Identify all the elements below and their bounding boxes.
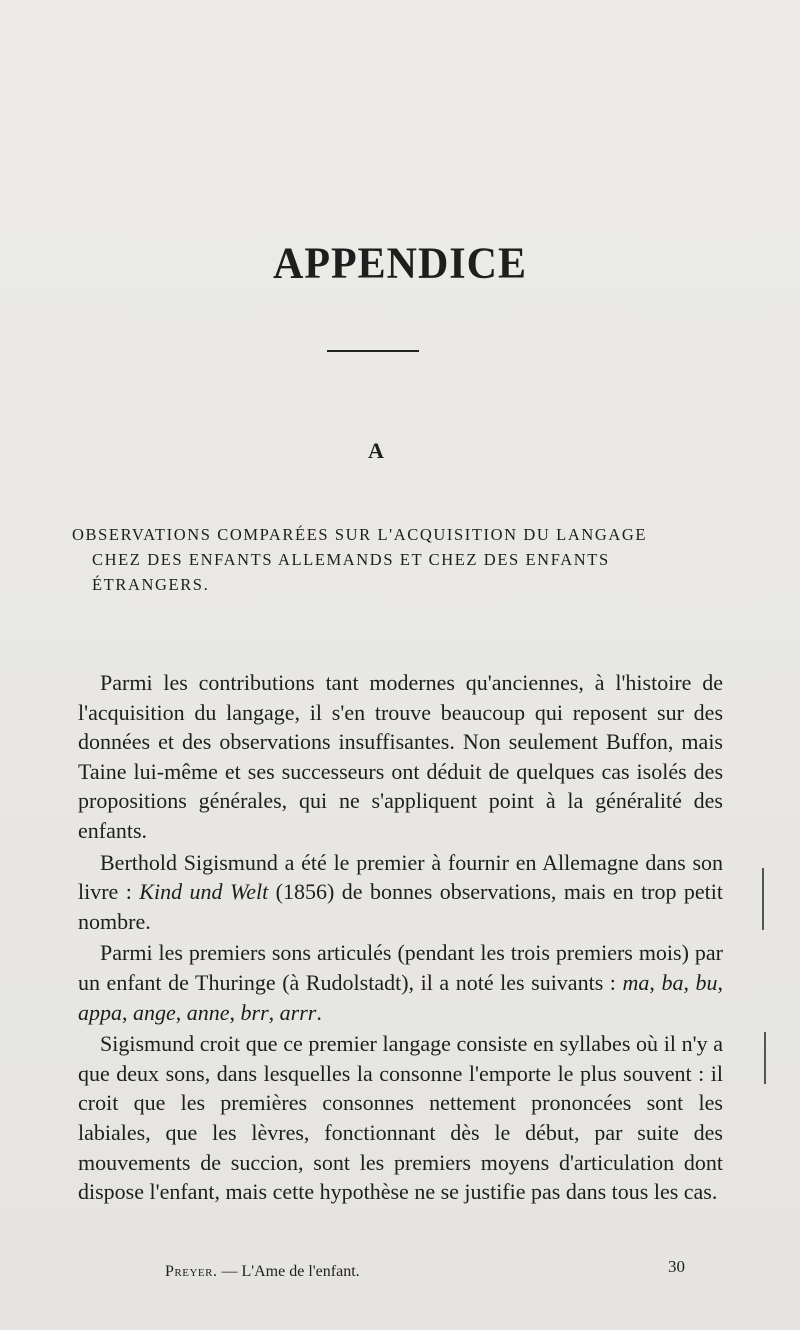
- margin-mark: [764, 1032, 766, 1084]
- sound-item: ange: [133, 999, 176, 1025]
- paragraph-3-start: Parmi les premiers sons articulés (pendant les trois premiers mois) par un enfant de Thuringe (à Rudolstadt), il a noté les suivants :: [78, 940, 723, 995]
- paragraph-2-end: (1856) de bonnes observations, mais en trop petit nombre.: [78, 879, 723, 934]
- paragraph-4: Sigismund croit que ce premier langage consiste en syllabes où il n'y a que deux sons, dans lesquelles la consonne l'emporte le plus souvent : il croit que les premières consonnes nettement prononcées sont les labiales, que les lèvres, fonctionnant dès le début, par suite des mouvements de succion, sont les premiers moyens d'articulation dont dispose l'enfant, mais cette hypothèse ne se justifie pas dans tous les cas.: [78, 1031, 723, 1205]
- paragraph-2: [78, 848, 723, 937]
- footer-work-title: L'Ame de l'enfant.: [241, 1263, 360, 1280]
- page-footer: [165, 1257, 685, 1281]
- sound-item: appa: [78, 999, 122, 1025]
- sound-item: arrr: [279, 999, 317, 1025]
- subtitle-line-3: ÉTRANGERS.: [92, 575, 210, 594]
- sound-item: brr: [240, 999, 269, 1025]
- sounds-list: ma, ba, bu, appa, ange, anne, brr, arrr.: [78, 969, 723, 1025]
- paragraph-1: Parmi les contributions tant modernes qu'anciennes, à l'histoire de l'acquisition du langage, il s'en trouve beaucoup qui reposent sur des données et des observations insuffisantes. Non seulement Buffon, mais Taine lui-même et ses successeurs ont déduit de quelques cas isolés des propositions générales, qui ne s'appliquent point à la généralité des enfants.: [78, 670, 723, 843]
- subtitle-line-1: OBSERVATIONS COMPARÉES SUR L'ACQUISITION DU LANGAGE: [72, 525, 648, 544]
- sound-item: ma: [622, 969, 650, 995]
- section-letter: A: [368, 438, 384, 463]
- footer-author: Preyer.: [165, 1263, 218, 1280]
- page-number: 30: [668, 1257, 685, 1276]
- section-subtitle: [72, 522, 702, 597]
- page-title: APPENDICE: [272, 239, 527, 289]
- paragraph-3: [78, 938, 723, 1027]
- body-text: [78, 668, 723, 1207]
- footer-separator: —: [217, 1263, 242, 1280]
- margin-mark: [762, 868, 764, 930]
- subtitle-line-2: CHEZ DES ENFANTS ALLEMANDS ET CHEZ DES ENFANTS: [92, 550, 610, 569]
- book-title-kind-und-welt: Kind und Welt: [139, 879, 269, 905]
- sound-item: bu: [695, 969, 718, 995]
- paragraph-2-start: Berthold Sigismund a été le premier à fournir en Allemagne dans son livre :: [78, 849, 723, 905]
- title-rule: [327, 350, 419, 352]
- sound-item: anne: [186, 999, 230, 1025]
- sound-item: ba: [661, 969, 684, 995]
